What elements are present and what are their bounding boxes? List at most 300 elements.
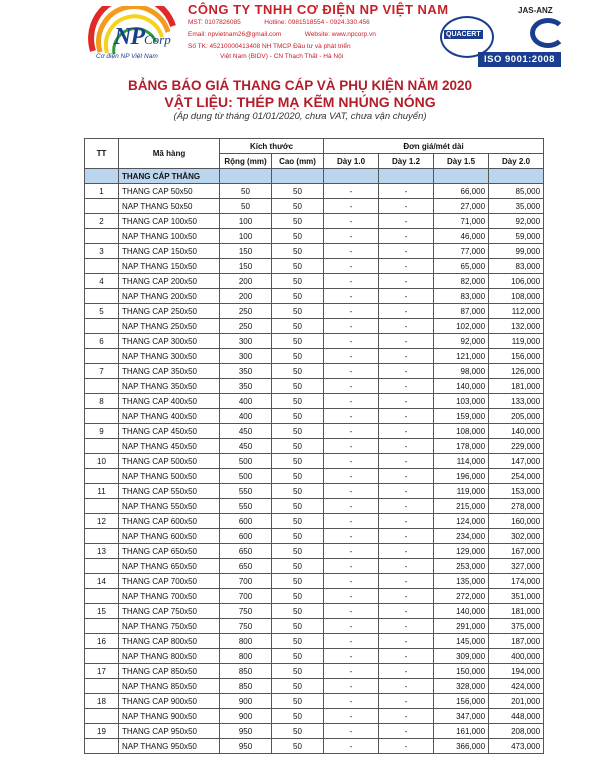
table-row: [85, 724, 544, 739]
table-row: [85, 739, 544, 754]
table-row: [85, 229, 544, 244]
cell-tt: 10: [85, 454, 119, 469]
cell-day-1-0: -: [324, 184, 379, 199]
cell-tt: 18: [85, 694, 119, 709]
cell-ma-hang: THANG CAP 800x50: [119, 634, 220, 649]
quacert-logo: QUACERT: [440, 16, 494, 58]
table-row: [85, 694, 544, 709]
cell-day-1-2: -: [379, 589, 434, 604]
cell-cao: 50: [272, 304, 324, 319]
table-row: [85, 604, 544, 619]
cell-ma-hang: NAP THANG 550x50: [119, 499, 220, 514]
table-row: [85, 289, 544, 304]
cell-rong: 200: [220, 289, 272, 304]
table-row: [85, 454, 544, 469]
table-row: [85, 304, 544, 319]
cell-day-2-0: 424,000: [489, 679, 544, 694]
cell-day-2-0: 140,000: [489, 424, 544, 439]
cell-day-1-0: -: [324, 424, 379, 439]
cell-day-2-0: 187,000: [489, 634, 544, 649]
cell-ma-hang: NAP THANG 350x50: [119, 379, 220, 394]
company-name: CÔNG TY TNHH CƠ ĐIỆN NP VIỆT NAM: [188, 2, 449, 17]
cell-tt: 11: [85, 484, 119, 499]
cell-day-2-0: 351,000: [489, 589, 544, 604]
cell-ma-hang: THANG CAP 400x50: [119, 394, 220, 409]
cell-day-1-5: 272,000: [434, 589, 489, 604]
cell-tt: 19: [85, 724, 119, 739]
table-row: [85, 394, 544, 409]
cell-day-1-5: 65,000: [434, 259, 489, 274]
cell-day-2-0: 153,000: [489, 484, 544, 499]
company-logo: [88, 6, 188, 66]
cell-day-2-0: 133,000: [489, 394, 544, 409]
cell-day-2-0: 208,000: [489, 724, 544, 739]
cell-day-1-5: 82,000: [434, 274, 489, 289]
cell-cao: 50: [272, 349, 324, 364]
cell-tt: [85, 649, 119, 664]
header-tt: TT: [85, 139, 119, 169]
cell-day-1-5: 66,000: [434, 184, 489, 199]
cell-day-1-5: 140,000: [434, 379, 489, 394]
cell-tt: 16: [85, 634, 119, 649]
cell-rong: 750: [220, 604, 272, 619]
cell-day-1-0: -: [324, 334, 379, 349]
cell-cao: 50: [272, 559, 324, 574]
cell-day-2-0: 205,000: [489, 409, 544, 424]
logo-wordmark: NPCorp: [114, 24, 171, 50]
cell-day-1-0: -: [324, 634, 379, 649]
cell-cao: 50: [272, 574, 324, 589]
cell-cao: 50: [272, 544, 324, 559]
table-row: [85, 439, 544, 454]
cell-cao: 50: [272, 529, 324, 544]
cell-tt: [85, 409, 119, 424]
cell-day-1-5: 215,000: [434, 499, 489, 514]
cell-day-1-0: -: [324, 469, 379, 484]
cell-day-2-0: 92,000: [489, 214, 544, 229]
cell-ma-hang: THANG CAP 50x50: [119, 184, 220, 199]
table-row: [85, 199, 544, 214]
cell-day-1-2: -: [379, 274, 434, 289]
cell-cao: 50: [272, 469, 324, 484]
cell-day-2-0: 35,000: [489, 199, 544, 214]
table-row: [85, 244, 544, 259]
cell-rong: 700: [220, 589, 272, 604]
cell-day-1-0: -: [324, 544, 379, 559]
cell-day-2-0: 174,000: [489, 574, 544, 589]
certification-logos: [438, 4, 598, 70]
cell-day-2-0: 160,000: [489, 514, 544, 529]
cell-day-1-0: -: [324, 604, 379, 619]
cell-cao: 50: [272, 604, 324, 619]
cell-ma-hang: THANG CAP 450x50: [119, 424, 220, 439]
jas-anz-label: JAS-ANZ: [518, 6, 553, 15]
cell-day-1-5: 140,000: [434, 604, 489, 619]
cell-day-1-0: -: [324, 514, 379, 529]
cell-day-1-5: 347,000: [434, 709, 489, 724]
cell-day-1-2: -: [379, 454, 434, 469]
cell-day-1-2: -: [379, 334, 434, 349]
cell-cao: 50: [272, 664, 324, 679]
cell-ma-hang: NAP THANG 150x50: [119, 259, 220, 274]
cell-ma-hang: THANG CAP 900x50: [119, 694, 220, 709]
cell-ma-hang: NAP THANG 900x50: [119, 709, 220, 724]
cell-ma-hang: NAP THANG 300x50: [119, 349, 220, 364]
cell-ma-hang: NAP THANG 650x50: [119, 559, 220, 574]
cell-ma-hang: THANG CAP 100x50: [119, 214, 220, 229]
cell-day-1-0: -: [324, 439, 379, 454]
cell-rong: 450: [220, 439, 272, 454]
cell-cao: 50: [272, 589, 324, 604]
cell-cao: 50: [272, 244, 324, 259]
cell-day-1-0: -: [324, 529, 379, 544]
cell-ma-hang: THANG CAP 750x50: [119, 604, 220, 619]
cell-cao: 50: [272, 484, 324, 499]
cell-day-1-2: -: [379, 724, 434, 739]
cell-rong: 550: [220, 499, 272, 514]
cell-day-1-5: 366,000: [434, 739, 489, 754]
cell-rong: 400: [220, 394, 272, 409]
cell-rong: 50: [220, 199, 272, 214]
cell-day-1-0: -: [324, 244, 379, 259]
cell-day-2-0: 194,000: [489, 664, 544, 679]
cell-tt: 15: [85, 604, 119, 619]
cell-day-2-0: 302,000: [489, 529, 544, 544]
cell-rong: 350: [220, 364, 272, 379]
cell-day-2-0: 327,000: [489, 559, 544, 574]
cell-tt: 5: [85, 304, 119, 319]
cell-day-1-2: -: [379, 574, 434, 589]
table-row: [85, 259, 544, 274]
cell-day-1-2: -: [379, 259, 434, 274]
cell-day-1-5: 119,000: [434, 484, 489, 499]
cell-rong: 500: [220, 454, 272, 469]
header-day-1-5: Dày 1.5: [434, 154, 489, 169]
cell-ma-hang: NAP THANG 750x50: [119, 619, 220, 634]
cell-cao: 50: [272, 334, 324, 349]
cell-day-2-0: 99,000: [489, 244, 544, 259]
section-row: [85, 169, 544, 184]
cell-day-1-5: 328,000: [434, 679, 489, 694]
table-row: [85, 319, 544, 334]
cell-day-1-0: -: [324, 304, 379, 319]
cell-day-1-2: -: [379, 184, 434, 199]
material-title: VẬT LIỆU: THÉP MẠ KẼM NHÚNG NÓNG: [164, 94, 436, 110]
header-don-gia: Đơn giá/mét dài: [324, 139, 544, 154]
cell-cao: 50: [272, 619, 324, 634]
cell-ma-hang: THANG CAP 350x50: [119, 364, 220, 379]
cell-ma-hang: NAP THANG 400x50: [119, 409, 220, 424]
cell-day-1-0: -: [324, 394, 379, 409]
cell-day-2-0: 181,000: [489, 604, 544, 619]
cell-cao: 50: [272, 679, 324, 694]
cell-ma-hang: THANG CAP 650x50: [119, 544, 220, 559]
price-note: (Áp dụng từ tháng 01/01/2020, chưa VAT, chưa vận chuyển): [173, 111, 427, 122]
table-row: [85, 589, 544, 604]
cell-ma-hang: NAP THANG 800x50: [119, 649, 220, 664]
cell-ma-hang: THANG CAP 300x50: [119, 334, 220, 349]
cell-rong: 650: [220, 544, 272, 559]
cell-day-2-0: 181,000: [489, 379, 544, 394]
letterhead: [0, 0, 600, 70]
cell-cao: 50: [272, 379, 324, 394]
cell-day-2-0: 229,000: [489, 439, 544, 454]
cell-day-1-5: 234,000: [434, 529, 489, 544]
cell-day-2-0: 156,000: [489, 349, 544, 364]
cell-tt: [85, 619, 119, 634]
cell-day-1-5: 178,000: [434, 439, 489, 454]
cell-tt: [85, 469, 119, 484]
cell-day-2-0: 400,000: [489, 649, 544, 664]
cell-rong: 450: [220, 424, 272, 439]
table-row: [85, 274, 544, 289]
cell-ma-hang: THANG CAP 150x50: [119, 244, 220, 259]
cell-tt: 17: [85, 664, 119, 679]
cell-day-1-5: 114,000: [434, 454, 489, 469]
cell-tt: [85, 679, 119, 694]
cell-day-1-2: -: [379, 244, 434, 259]
cell-day-1-2: -: [379, 349, 434, 364]
cell-day-1-2: -: [379, 544, 434, 559]
cell-tt: 9: [85, 424, 119, 439]
cell-rong: 850: [220, 679, 272, 694]
cell-rong: 800: [220, 634, 272, 649]
cell-day-1-5: 27,000: [434, 199, 489, 214]
table-row: [85, 709, 544, 724]
cell-day-2-0: 119,000: [489, 334, 544, 349]
table-row: [85, 334, 544, 349]
cell-rong: 700: [220, 574, 272, 589]
table-row: [85, 424, 544, 439]
table-row: [85, 544, 544, 559]
cell-tt: 7: [85, 364, 119, 379]
cell-day-1-2: -: [379, 634, 434, 649]
cell-cao: 50: [272, 319, 324, 334]
cell-day-2-0: 85,000: [489, 184, 544, 199]
table-row: [85, 484, 544, 499]
cell-day-1-5: 124,000: [434, 514, 489, 529]
cell-day-1-0: -: [324, 214, 379, 229]
cell-day-1-0: -: [324, 619, 379, 634]
cell-day-2-0: 278,000: [489, 499, 544, 514]
bank-line-2: Việt Nam (BIDV) - CN Thạch Thất - Hà Nội: [220, 53, 344, 60]
cell-day-1-2: -: [379, 199, 434, 214]
table-row: [85, 634, 544, 649]
cell-day-1-5: 77,000: [434, 244, 489, 259]
cell-ma-hang: NAP THANG 600x50: [119, 529, 220, 544]
cell-day-1-2: -: [379, 304, 434, 319]
cell-rong: 150: [220, 259, 272, 274]
cell-tt: 13: [85, 544, 119, 559]
cell-ma-hang: THANG CAP 700x50: [119, 574, 220, 589]
email: Email: npvietnam26@gmail.com: [188, 31, 282, 38]
cell-tt: 14: [85, 574, 119, 589]
cell-rong: 100: [220, 229, 272, 244]
cell-ma-hang: NAP THANG 850x50: [119, 679, 220, 694]
cell-tt: [85, 229, 119, 244]
cell-day-2-0: 59,000: [489, 229, 544, 244]
table-row: [85, 214, 544, 229]
cell-day-2-0: 112,000: [489, 304, 544, 319]
cell-ma-hang: NAP THANG 450x50: [119, 439, 220, 454]
cell-day-1-2: -: [379, 484, 434, 499]
cell-day-1-0: -: [324, 739, 379, 754]
cell-day-1-2: -: [379, 664, 434, 679]
cell-day-1-2: -: [379, 499, 434, 514]
price-table: [84, 138, 544, 754]
cell-ma-hang: THANG CAP 600x50: [119, 514, 220, 529]
website: Website: www.npcorp.vn: [304, 31, 376, 38]
cell-day-1-5: 253,000: [434, 559, 489, 574]
cell-day-1-0: -: [324, 694, 379, 709]
cell-day-2-0: 108,000: [489, 289, 544, 304]
cell-ma-hang: THANG CAP 550x50: [119, 484, 220, 499]
table-row: [85, 664, 544, 679]
bank-line-1: Số TK: 45210000413408 NH TMCP Đầu tư và phát triển: [188, 43, 351, 50]
cell-day-1-2: -: [379, 214, 434, 229]
cell-day-1-2: -: [379, 409, 434, 424]
cell-tt: [85, 739, 119, 754]
cell-rong: 750: [220, 619, 272, 634]
cell-cao: 50: [272, 229, 324, 244]
mst: MST: 0107826085: [188, 19, 241, 26]
section-label: THANG CÁP THẲNG: [119, 169, 220, 184]
cell-tt: [85, 319, 119, 334]
cell-rong: 900: [220, 694, 272, 709]
cell-day-2-0: 132,000: [489, 319, 544, 334]
cell-day-1-2: -: [379, 739, 434, 754]
cell-rong: 600: [220, 529, 272, 544]
hotline: Hotline: 0981518554 - 0924.330.456: [264, 19, 370, 26]
cell-day-1-0: -: [324, 289, 379, 304]
cell-day-1-2: -: [379, 649, 434, 664]
cell-day-1-2: -: [379, 439, 434, 454]
cell-ma-hang: NAP THANG 200x50: [119, 289, 220, 304]
cell-day-1-5: 309,000: [434, 649, 489, 664]
cell-day-1-5: 71,000: [434, 214, 489, 229]
cell-day-1-2: -: [379, 319, 434, 334]
cell-day-1-2: -: [379, 514, 434, 529]
cell-rong: 400: [220, 409, 272, 424]
cell-day-1-5: 135,000: [434, 574, 489, 589]
header-day-1-0: Dày 1.0: [324, 154, 379, 169]
cell-rong: 550: [220, 484, 272, 499]
cell-cao: 50: [272, 439, 324, 454]
cell-tt: 12: [85, 514, 119, 529]
cell-tt: [85, 259, 119, 274]
cell-day-1-0: -: [324, 649, 379, 664]
cell-cao: 50: [272, 214, 324, 229]
cell-tt: [85, 499, 119, 514]
cell-day-1-0: -: [324, 484, 379, 499]
table-row: [85, 649, 544, 664]
cell-day-1-5: 145,000: [434, 634, 489, 649]
header-ma-hang: Mã hàng: [119, 139, 220, 169]
cell-day-1-0: -: [324, 454, 379, 469]
header-cao: Cao (mm): [272, 154, 324, 169]
cell-day-2-0: 147,000: [489, 454, 544, 469]
cell-day-1-0: -: [324, 589, 379, 604]
cell-day-2-0: 106,000: [489, 274, 544, 289]
cell-day-1-0: -: [324, 709, 379, 724]
cell-cao: 50: [272, 289, 324, 304]
cell-rong: 350: [220, 379, 272, 394]
cell-day-1-2: -: [379, 709, 434, 724]
cell-day-1-0: -: [324, 319, 379, 334]
cell-day-1-2: -: [379, 469, 434, 484]
cell-day-1-5: 161,000: [434, 724, 489, 739]
header-day-2-0: Dày 2.0: [489, 154, 544, 169]
cell-day-1-5: 196,000: [434, 469, 489, 484]
contact-line-2: [188, 31, 376, 38]
table-row: [85, 379, 544, 394]
contact-line-1: [188, 19, 370, 26]
cell-day-1-2: -: [379, 394, 434, 409]
cell-ma-hang: NAP THANG 50x50: [119, 199, 220, 214]
cell-tt: [85, 709, 119, 724]
cell-ma-hang: THANG CAP 500x50: [119, 454, 220, 469]
cell-cao: 50: [272, 274, 324, 289]
cell-tt: [85, 289, 119, 304]
cell-ma-hang: NAP THANG 250x50: [119, 319, 220, 334]
cell-tt: 8: [85, 394, 119, 409]
cell-tt: [85, 559, 119, 574]
cell-cao: 50: [272, 709, 324, 724]
cell-rong: 50: [220, 184, 272, 199]
cell-rong: 250: [220, 304, 272, 319]
cell-rong: 950: [220, 739, 272, 754]
cell-day-2-0: 83,000: [489, 259, 544, 274]
cell-day-2-0: 375,000: [489, 619, 544, 634]
cell-day-1-0: -: [324, 274, 379, 289]
jas-anz-mark-icon: [530, 18, 566, 48]
cell-day-1-5: 83,000: [434, 289, 489, 304]
cell-day-1-5: 46,000: [434, 229, 489, 244]
cell-day-1-0: -: [324, 664, 379, 679]
cell-day-1-2: -: [379, 529, 434, 544]
cell-day-1-2: -: [379, 679, 434, 694]
cell-ma-hang: THANG CAP 250x50: [119, 304, 220, 319]
cell-day-1-0: -: [324, 574, 379, 589]
cell-day-1-2: -: [379, 379, 434, 394]
cell-tt: 1: [85, 184, 119, 199]
cell-day-1-2: -: [379, 694, 434, 709]
cell-tt: [85, 439, 119, 454]
cell-rong: 250: [220, 319, 272, 334]
cell-day-1-5: 129,000: [434, 544, 489, 559]
cell-day-1-2: -: [379, 559, 434, 574]
header-day-1-2: Dày 1.2: [379, 154, 434, 169]
cell-rong: 950: [220, 724, 272, 739]
cell-rong: 100: [220, 214, 272, 229]
cell-tt: [85, 349, 119, 364]
page-title: BẢNG BÁO GIÁ THANG CÁP VÀ PHỤ KIỆN NĂM 2020: [127, 78, 473, 93]
cell-day-1-0: -: [324, 724, 379, 739]
cell-tt: 6: [85, 334, 119, 349]
cell-cao: 50: [272, 739, 324, 754]
cell-cao: 50: [272, 499, 324, 514]
table-row: [85, 529, 544, 544]
cell-cao: 50: [272, 694, 324, 709]
logo-tagline: Cơ điện NP Việt Nam: [96, 53, 158, 60]
cell-rong: 650: [220, 559, 272, 574]
cell-day-1-0: -: [324, 379, 379, 394]
table-row: [85, 364, 544, 379]
cell-rong: 200: [220, 274, 272, 289]
table-row: [85, 559, 544, 574]
header-kich-thuoc: Kích thước: [220, 139, 324, 154]
cell-cao: 50: [272, 649, 324, 664]
